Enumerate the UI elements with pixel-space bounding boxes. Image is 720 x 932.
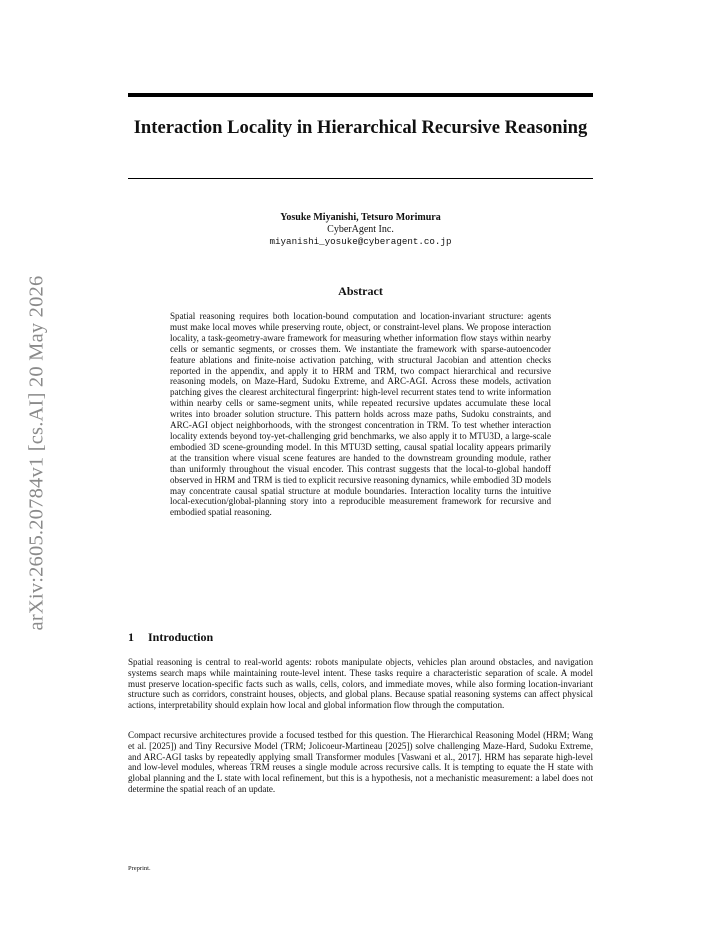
section-title: Introduction: [148, 630, 214, 644]
paper-title: Interaction Locality in Hierarchical Recursive Reasoning: [133, 117, 588, 138]
intro-paragraph-2: Compact recursive architectures provide a focused testbed for this question. The Hierarchical Reasoning Model (HRM; Wang et al. [2025]) and Tiny Recursive Model (TRM; Jolicoeur-Martineau [2025]) solve challenging Maze-Hard, Sudoku Extreme, and ARC-AGI tasks by repeatedly applying small Transformer modules [Vaswani et al., 2017]. HRM has separate high-level and low-level modules, whereas TRM reuses a single module across recursive calls. It is tempting to equate the H state with global planning and the L state with local refinement, but this is a hypothesis, not a mechanistic measurement: a label does not determine the spatial reach of an update.: [128, 730, 593, 794]
title-top-rule: [128, 93, 593, 97]
abstract-heading: Abstract: [338, 284, 383, 298]
arxiv-stamp: [22, 258, 52, 648]
section-number: 1: [128, 630, 134, 644]
author-email: miyanishi_yosuke@cyberagent.co.jp: [269, 236, 452, 247]
arxiv-stamp-text: arXiv:2605.20784v1 [cs.AI] 20 May 2026: [25, 275, 48, 631]
abstract-body: Spatial reasoning requires both location-bound computation and location-invariant structure: agents must make local moves while preserving route, object, or constraint-level plans. We propose interaction locality, a task-geometry-aware framework for measuring whether information flow stays within nearby cells or semantic segments, or crosses them. We instantiate the framework with sparse-autoencoder feature ablations and finite-noise activation patching, with structural Jacobian and attention checks reported in the appendix, and apply it to HRM and TRM, two compact hierarchical and recursive reasoning models, on Maze-Hard, Sudoku Extreme, and ARC-AGI. Across these models, activation patching gives the clearest architectural fingerprint: high-level recurrent states tend to write information within nearby cells or same-segment units, while repeated recursive updates accumulate these local writes into broader solution structure. This pattern holds across maze paths, Sudoku constraints, and ARC-AGI object neighborhoods, with the strongest concentration in TRM. To test whether interaction locality extends beyond toy-yet-challenging grid benchmarks, we also apply it to MTU3D, a large-scale embodied 3D scene-grounding model. In this MTU3D setting, causal spatial locality appears primarily at the transition where visual scene features are handed to the downstream grounding module, rather than uniformly throughout the visual encoder. This contrast suggests that the local-to-global handoff observed in HRM and TRM is tied to explicit recursive reasoning dynamics, while embodied 3D models may concentrate causal spatial structure at module boundaries. Interaction locality turns the intuitive local-execution/global-planning story into a reproducible measurement framework for recursive and embodied spatial reasoning.: [170, 311, 551, 518]
author-names: Yosuke Miyanishi, Tetsuro Morimura: [280, 212, 441, 223]
author-block: [128, 212, 593, 248]
preprint-note: Preprint.: [128, 865, 151, 872]
author-affiliation: CyberAgent Inc.: [327, 224, 394, 235]
intro-paragraph-1: Spatial reasoning is central to real-world agents: robots manipulate objects, vehicles plan around obstacles, and navigation systems search maps while maintaining route-level intent. These tasks require a characteristic separation of scale. A model must preserve location-specific facts such as walls, cells, colors, and immediate moves, while also forming location-invariant structure such as corridors, constraint houses, objects, and global plans. Because spatial reasoning systems can affect physical actions, interpretability should explain how local and global information flow through the computation.: [128, 657, 593, 711]
section-heading-introduction: [128, 630, 213, 645]
title-bottom-rule: [128, 178, 593, 179]
